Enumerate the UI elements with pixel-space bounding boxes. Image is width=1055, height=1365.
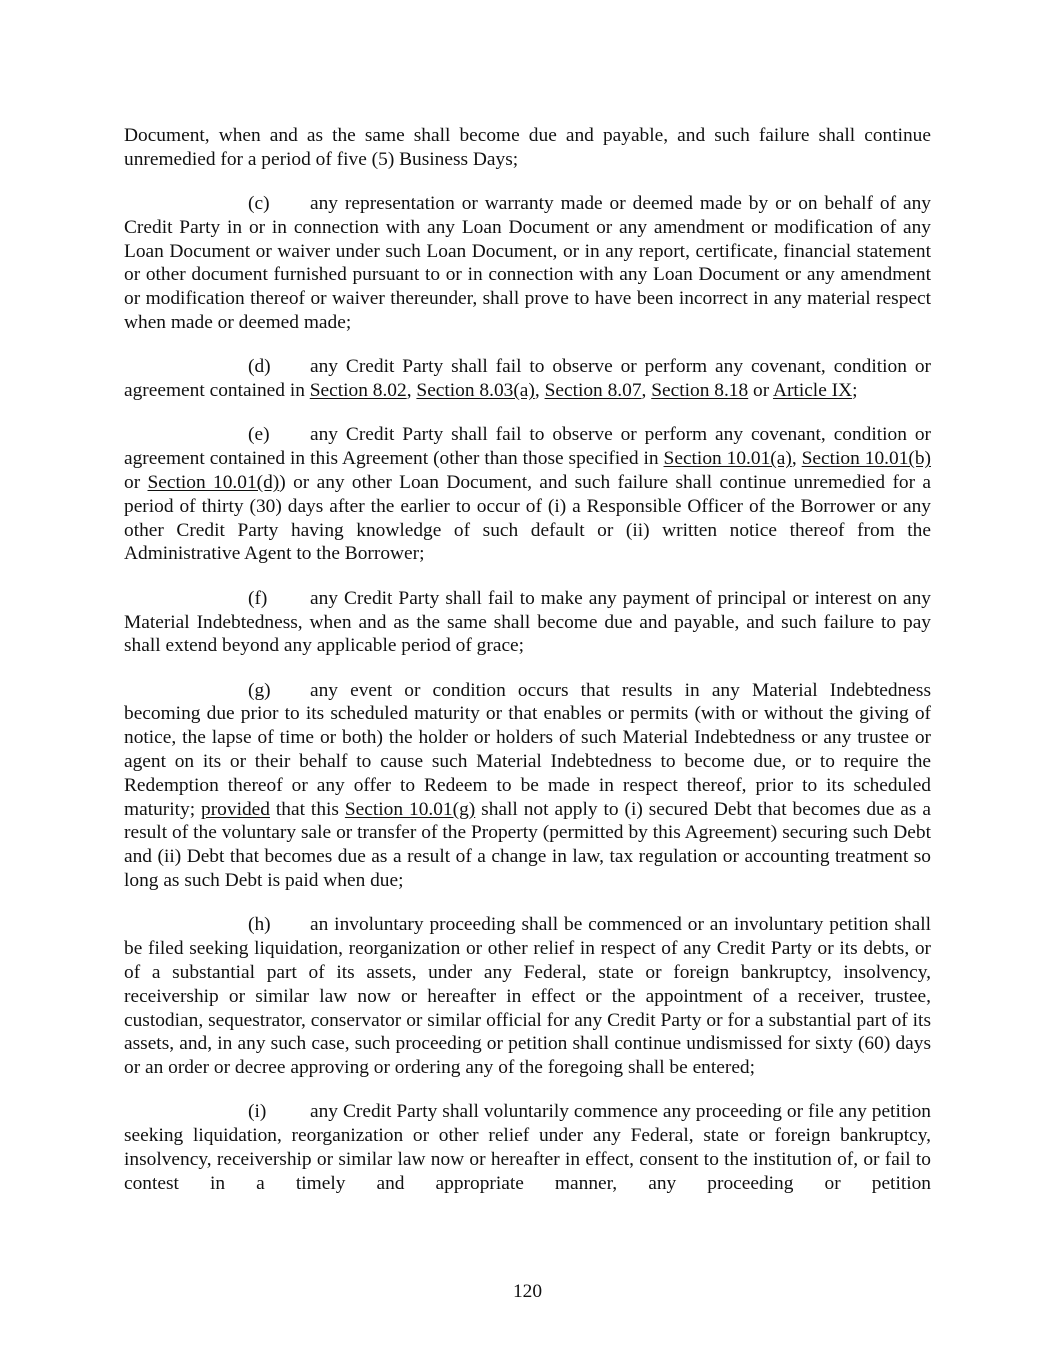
clause-i-label: (i)	[248, 1101, 267, 1123]
clause-d-ref-section-8-18: Section 8.18	[651, 380, 749, 402]
page-number: 120	[512, 1281, 543, 1302]
clause-e-sep-2: or	[124, 472, 148, 494]
clause-h-label: (h)	[248, 914, 271, 936]
clause-d-ref-article-ix: Article IX	[772, 380, 853, 402]
clause-e-sep-1: ,	[791, 448, 802, 470]
clause-d-sep-2: ,	[534, 380, 545, 402]
clause-d-ref-section-8-03a: Section 8.03(a)	[416, 380, 535, 402]
clause-e-ref-section-10-01d: Section 10.01(d)	[147, 472, 280, 494]
clause-d-sep-4: or	[748, 380, 773, 402]
clause-g-text: any event or condition occurs that results in any Material Indebtedness becoming due prior to its scheduled maturity or that enables or permits (with or without the giving of notice, the lapse of time or both) the holder or holders of such Material Indebtedness or any trustee or agent on its or their behalf to cause such Material Indebtedness to become due, or to require the Redemption thereof or any offer to Redeem to be made in respect thereof, prior to its scheduled maturity;	[124, 679, 931, 820]
clause-e-label: (e)	[248, 424, 270, 446]
clause-i	[124, 1100, 931, 1195]
clause-i-text: any Credit Party shall voluntarily commence any proceeding or file any petition seeking liquidation, reorganization or other relief under any Federal, state or foreign bankruptcy, insolvency, receivership or similar law now or hereafter in effect, consent to the institution of, or fail to contest in a timely and appropriate manner, any proceeding or petition	[124, 1101, 931, 1194]
clause-e	[124, 423, 931, 566]
clause-e-ref-section-10-01a: Section 10.01(a)	[663, 448, 792, 470]
clause-c	[124, 192, 931, 335]
clause-f	[124, 587, 931, 658]
clause-e-text: any Credit Party shall fail to observe or perform any covenant, condition or agreement contained in this Agreement (other than those specified in	[124, 424, 931, 470]
clause-g	[124, 679, 931, 893]
continuation-text: Document, when and as the same shall become due and payable, and such failure shall continue unremedied for a period of five (5) Business Days;	[124, 125, 931, 170]
clause-h-text: an involuntary proceeding shall be commenced or an involuntary petition shall be filed seeking liquidation, reorganization or other relief in respect of any Credit Party or its debts, or of a substantial part of its assets, under any Federal, state or foreign bankruptcy, insolvency, receivership or similar law now or hereafter in effect or the appointment of a receiver, trustee, custodian, sequestrator, conservator or similar official for any Credit Party or for a substantial part of its assets, and, in any such case, such proceeding or petition shall continue undismissed for sixty (60) days or an order or decree approving or ordering any of the foregoing shall be entered;	[124, 914, 931, 1079]
clause-c-label: (c)	[248, 193, 270, 215]
clause-h	[124, 913, 931, 1080]
document-body	[124, 124, 931, 1216]
clause-d-ref-section-8-07: Section 8.07	[544, 380, 642, 402]
clause-d-label: (d)	[248, 356, 271, 378]
clause-f-label: (f)	[248, 587, 268, 609]
clause-g-label: (g)	[248, 679, 271, 701]
clause-g-sep-1: that this	[269, 798, 345, 820]
clause-e-text-2: ) or any other Loan Document, and such failure shall continue unremedied for a period of thirty (30) days after the earlier to occur of (i) a Responsible Officer of the Borrower or any other Credit Party having knowledge of such default or (ii) written notice thereof from the Administrative Agent to the Borrower;	[124, 472, 932, 565]
clause-f-text: any Credit Party shall fail to make any payment of principal or interest on any Material Indebtedness, when and as the same shall become due and payable, and such failure to pay shall extend beyond any applicable period of grace;	[124, 587, 931, 657]
clause-g-text-2: shall not apply to (i) secured Debt that becomes due as a result of the voluntary sale or transfer of the Property (permitted by this Agreement) securing such Debt and (ii) Debt that becomes due as a result of a change in law, tax regulation or accounting treatment so long as such Debt is paid when due;	[124, 798, 931, 892]
clause-d-sep-3: ,	[641, 380, 652, 402]
clause-d	[124, 355, 931, 403]
clause-d-text: any Credit Party shall fail to observe or perform any covenant, condition or agreement contained in	[124, 356, 931, 402]
clause-g-ref-section-10-01g: Section 10.01(g)	[344, 798, 476, 820]
continuation-paragraph	[124, 124, 931, 172]
clause-g-provided: provided	[201, 798, 270, 820]
clause-d-sep-5: ;	[852, 380, 858, 402]
clause-c-text: any representation or warranty made or deemed made by or on behalf of any Credit Party in or in connection with any Loan Document or any amendment or modification of any Loan Document or waiver under such Loan Document, or in any report, certificate, financial statement or other document furnished pursuant to or in connection with any Loan Document or any amendment or modification thereof or waiver thereunder, shall prove to have been incorrect in any material respect when made or deemed made;	[124, 193, 931, 334]
clause-d-ref-section-8-02: Section 8.02	[309, 380, 407, 402]
clause-d-sep-1: ,	[406, 380, 417, 402]
clause-e-ref-section-10-01b: Section 10.01(b)	[801, 448, 931, 470]
